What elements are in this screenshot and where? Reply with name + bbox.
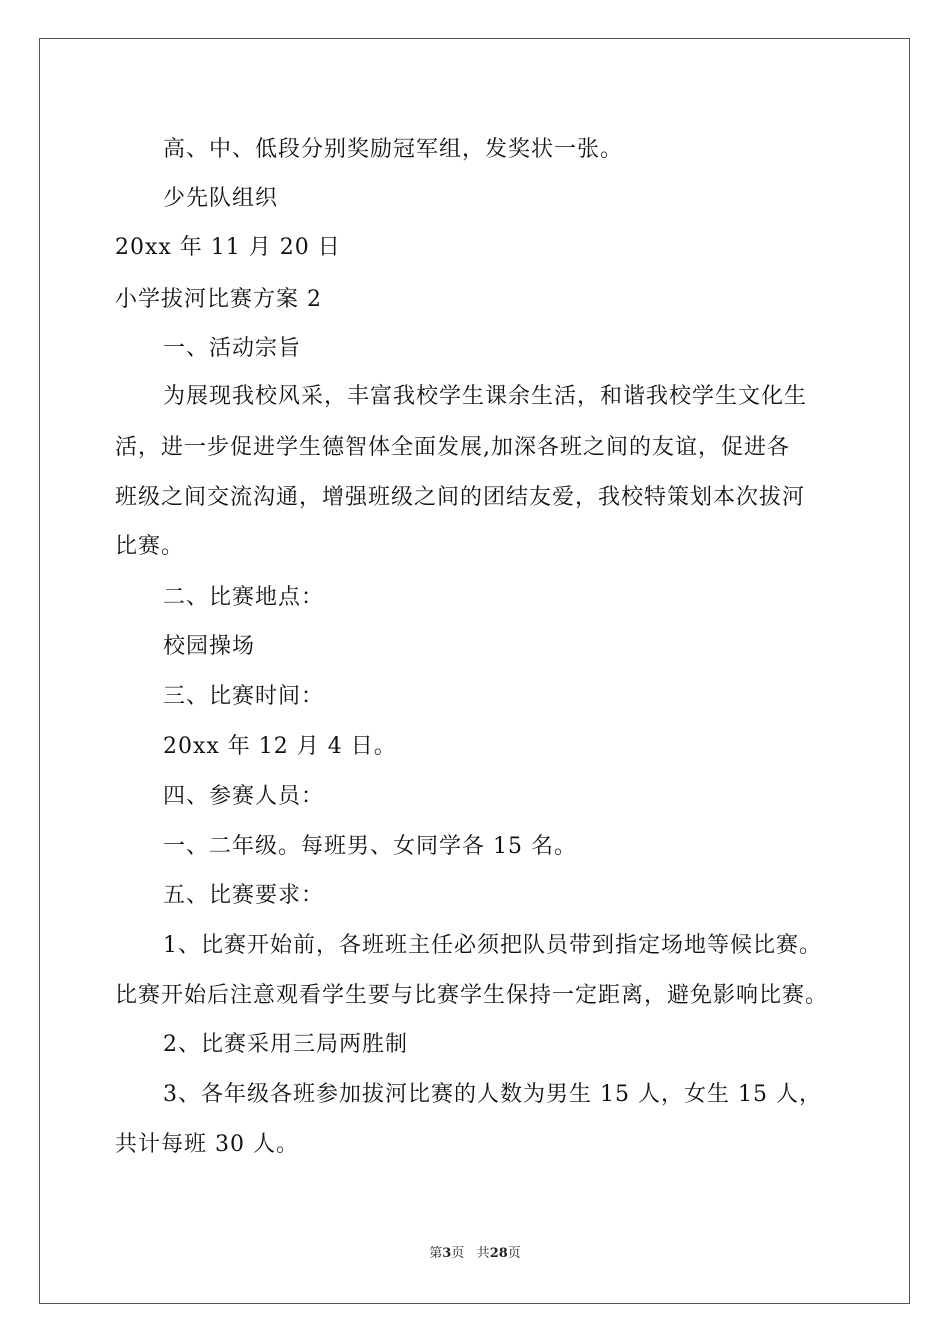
page-total-suffix: 页 [507,1246,521,1261]
heading-requirements: 五、比赛要求： [163,883,325,908]
page-total: 28 [489,1246,508,1261]
signature-date: 20xx 年 11 月 20 日 [115,235,341,260]
page-number-prefix: 第 [429,1246,443,1261]
heading-location: 二、比赛地点： [163,585,325,610]
page-number-current: 3 [442,1246,452,1261]
requirement-1-line-2: 比赛开始后注意观看学生要与比赛学生保持一定距离，避免影响比赛。 [115,983,829,1008]
section-title: 小学拔河比赛方案 2 [115,287,322,312]
text-participants: 一、二年级。每班男、女同学各 15 名。 [163,834,577,859]
text-location: 校园操场 [163,634,256,659]
text-time: 20xx 年 12 月 4 日。 [163,734,397,759]
requirement-2: 2、比赛采用三局两胜制 [163,1032,408,1057]
requirement-3-line-1: 3、各年级各班参加拔河比赛的人数为男生 15 人，女生 15 人， [163,1082,822,1107]
heading-time: 三、比赛时间： [163,684,325,709]
page-total-prefix: 共 [476,1246,490,1261]
paragraph-purpose-line-3: 班级之间交流沟通，增强班级之间的团结友爱，我校特策划本次拔河 [115,485,806,510]
paragraph-award: 高、中、低段分别奖励冠军组，发奖状一张。 [163,137,624,162]
page-border [39,38,910,1304]
heading-purpose: 一、活动宗旨 [163,336,302,361]
page-footer [0,1246,950,1262]
requirement-3-line-2: 共计每班 30 人。 [115,1132,299,1157]
paragraph-purpose-line-2: 活，进一步促进学生德智体全面发展,加深各班之间的友谊，促进各 [115,435,790,460]
requirement-1-line-1: 1、比赛开始前，各班班主任必须把队员带到指定场地等候比赛。 [163,933,822,958]
heading-participants: 四、参赛人员： [163,784,325,809]
signature-organizer: 少先队组织 [163,186,279,211]
page-number-suffix: 页 [451,1246,465,1261]
paragraph-purpose-line-4: 比赛。 [115,534,185,559]
paragraph-purpose-line-1: 为展现我校风采，丰富我校学生课余生活，和谐我校学生文化生 [163,384,808,409]
